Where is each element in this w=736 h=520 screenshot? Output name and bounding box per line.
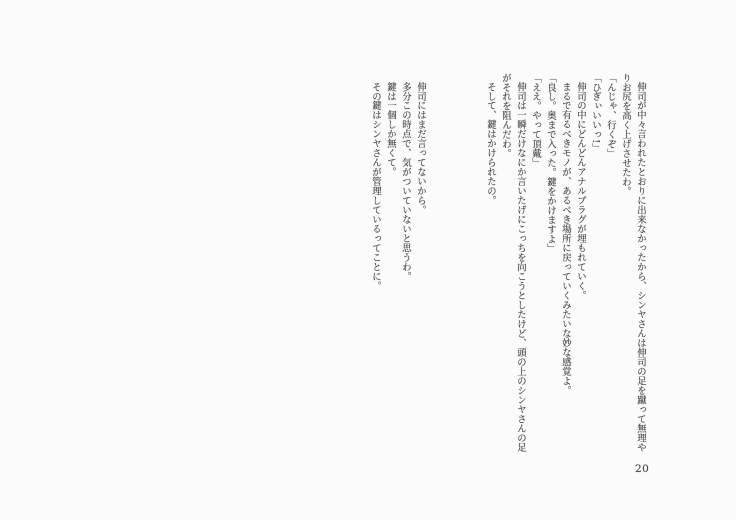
text-line: まるで有るべきモノが、あるべき場所に戻っていくみたいな妙な感覚よ。 — [560, 82, 571, 396]
text-line: 伸司の中にどんどんアナルプラグが埋もれていく。 — [575, 82, 586, 301]
text-line: りお尻を高く上げさせたわ。 — [620, 73, 631, 197]
text-line: 伸司にはまだ言ってないから。 — [415, 82, 426, 216]
text-line: がそれを阻んだわ。 — [500, 73, 511, 159]
text-line: その鍵はシンヤさんが管理しているってことに。 — [370, 82, 381, 292]
text-line: そして、鍵はかけられたの。 — [485, 82, 496, 206]
text-line: 伸司は一瞬だけなにか言いたげにこっちを向こうとしたけど、頭の上のシンヤさんの足 — [515, 82, 526, 453]
page-number: 20 — [635, 463, 650, 475]
text-line: 多分この時点で、気がついていないと思うわ。 — [400, 82, 411, 282]
text-line: 「良し。奥まで入った。鍵をかけますよ」 — [545, 73, 556, 254]
text-line: 伸司が中々言われたとおりに出来なかったから、シンヤさんは伸司の足を蹴って無理や — [635, 82, 646, 453]
paragraph-block — [483, 73, 648, 453]
vertical-text-block — [368, 73, 648, 453]
text-line: 「ひぎぃいいっ!」 — [590, 73, 601, 153]
text-line: 「んじゃ、行くぞ」 — [605, 73, 616, 159]
text-line: 鍵は一個しか無くて。 — [385, 82, 396, 178]
paragraph-block — [368, 73, 428, 453]
text-line: 「ええ。やって頂戴」 — [530, 73, 541, 168]
